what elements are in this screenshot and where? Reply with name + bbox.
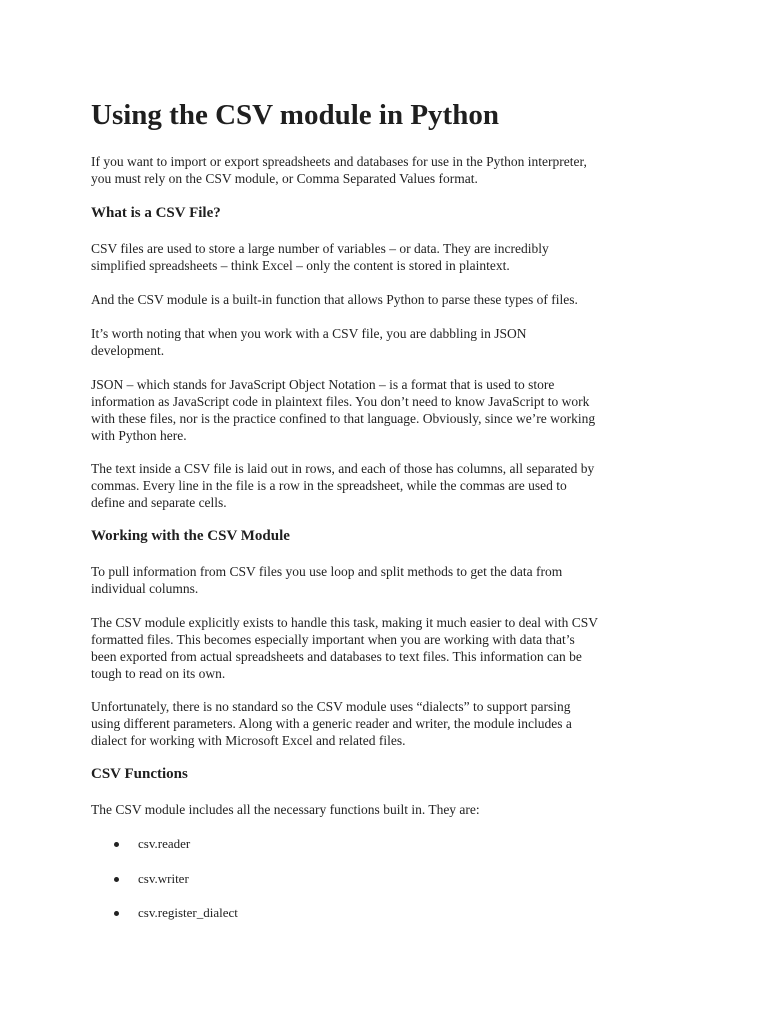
text-line: CSV files are used to store a large number of variables – or data. They are incredibly	[91, 241, 549, 256]
paragraph	[91, 291, 691, 308]
text-line: you must rely on the CSV module, or Comma Separated Values format.	[91, 171, 478, 186]
text-line: define and separate cells.	[91, 495, 227, 510]
text-line: simplified spreadsheets – think Excel – only the content is stored in plaintext.	[91, 258, 510, 273]
paragraph	[91, 698, 691, 749]
list-item-label: csv.writer	[138, 871, 189, 886]
text-line: It’s worth noting that when you work with a CSV file, you are dabbling in JSON	[91, 326, 527, 341]
text-line: commas. Every line in the file is a row in the spreadsheet, while the commas are used to	[91, 478, 567, 493]
list-item-label: csv.register_dialect	[138, 905, 238, 920]
text-line: with Python here.	[91, 428, 187, 443]
text-line: The CSV module explicitly exists to handle this task, making it much easier to deal with CSV	[91, 615, 599, 630]
text-line: formatted files. This becomes especially important when you are working with data that’s	[91, 632, 575, 647]
paragraph	[91, 325, 691, 359]
paragraph	[91, 614, 691, 682]
text-line: JSON – which stands for JavaScript Object Notation – is a format that is used to store	[91, 377, 555, 392]
list-item	[114, 905, 238, 921]
list-item-label: csv.reader	[138, 836, 191, 851]
text-line: development.	[91, 343, 165, 358]
list-item	[114, 836, 190, 852]
paragraph	[91, 563, 691, 597]
section-heading-working-with-csv: Working with the CSV Module	[91, 528, 290, 544]
text-line: tough to read on its own.	[91, 666, 226, 681]
list-item	[114, 871, 189, 887]
document-title: Using the CSV module in Python	[91, 99, 499, 131]
text-line: been exported from actual spreadsheets and databases to text files. This information can be	[91, 649, 582, 664]
text-line: The text inside a CSV file is laid out in rows, and each of those has columns, all separated by	[91, 461, 595, 476]
section-heading-csv-functions: CSV Functions	[91, 766, 188, 782]
text-line: information as JavaScript code in plaintext files. You don’t need to know JavaScript to work	[91, 394, 590, 409]
paragraph	[91, 801, 691, 818]
bullet-icon	[114, 911, 119, 916]
text-line: dialect for working with Microsoft Excel and related files.	[91, 733, 406, 748]
bullet-icon	[114, 877, 119, 882]
paragraph	[91, 240, 691, 274]
text-line: If you want to import or export spreadsheets and databases for use in the Python interpreter,	[91, 154, 587, 169]
paragraph	[91, 376, 691, 444]
text-line: Unfortunately, there is no standard so the CSV module uses “dialects” to support parsing	[91, 699, 571, 714]
intro-paragraph	[91, 153, 691, 187]
bullet-icon	[114, 842, 119, 847]
section-heading-what-is-csv: What is a CSV File?	[91, 205, 221, 221]
text-line: The CSV module includes all the necessary functions built in. They are:	[91, 802, 480, 817]
text-line: with these files, nor is the practice confined to that language. Obviously, since we’re working	[91, 411, 596, 426]
paragraph	[91, 460, 691, 511]
text-line: individual columns.	[91, 581, 199, 596]
text-line: To pull information from CSV files you use loop and split methods to get the data from	[91, 564, 563, 579]
text-line: using different parameters. Along with a generic reader and writer, the module includes a	[91, 716, 572, 731]
text-line: And the CSV module is a built-in function that allows Python to parse these types of files.	[91, 292, 578, 307]
